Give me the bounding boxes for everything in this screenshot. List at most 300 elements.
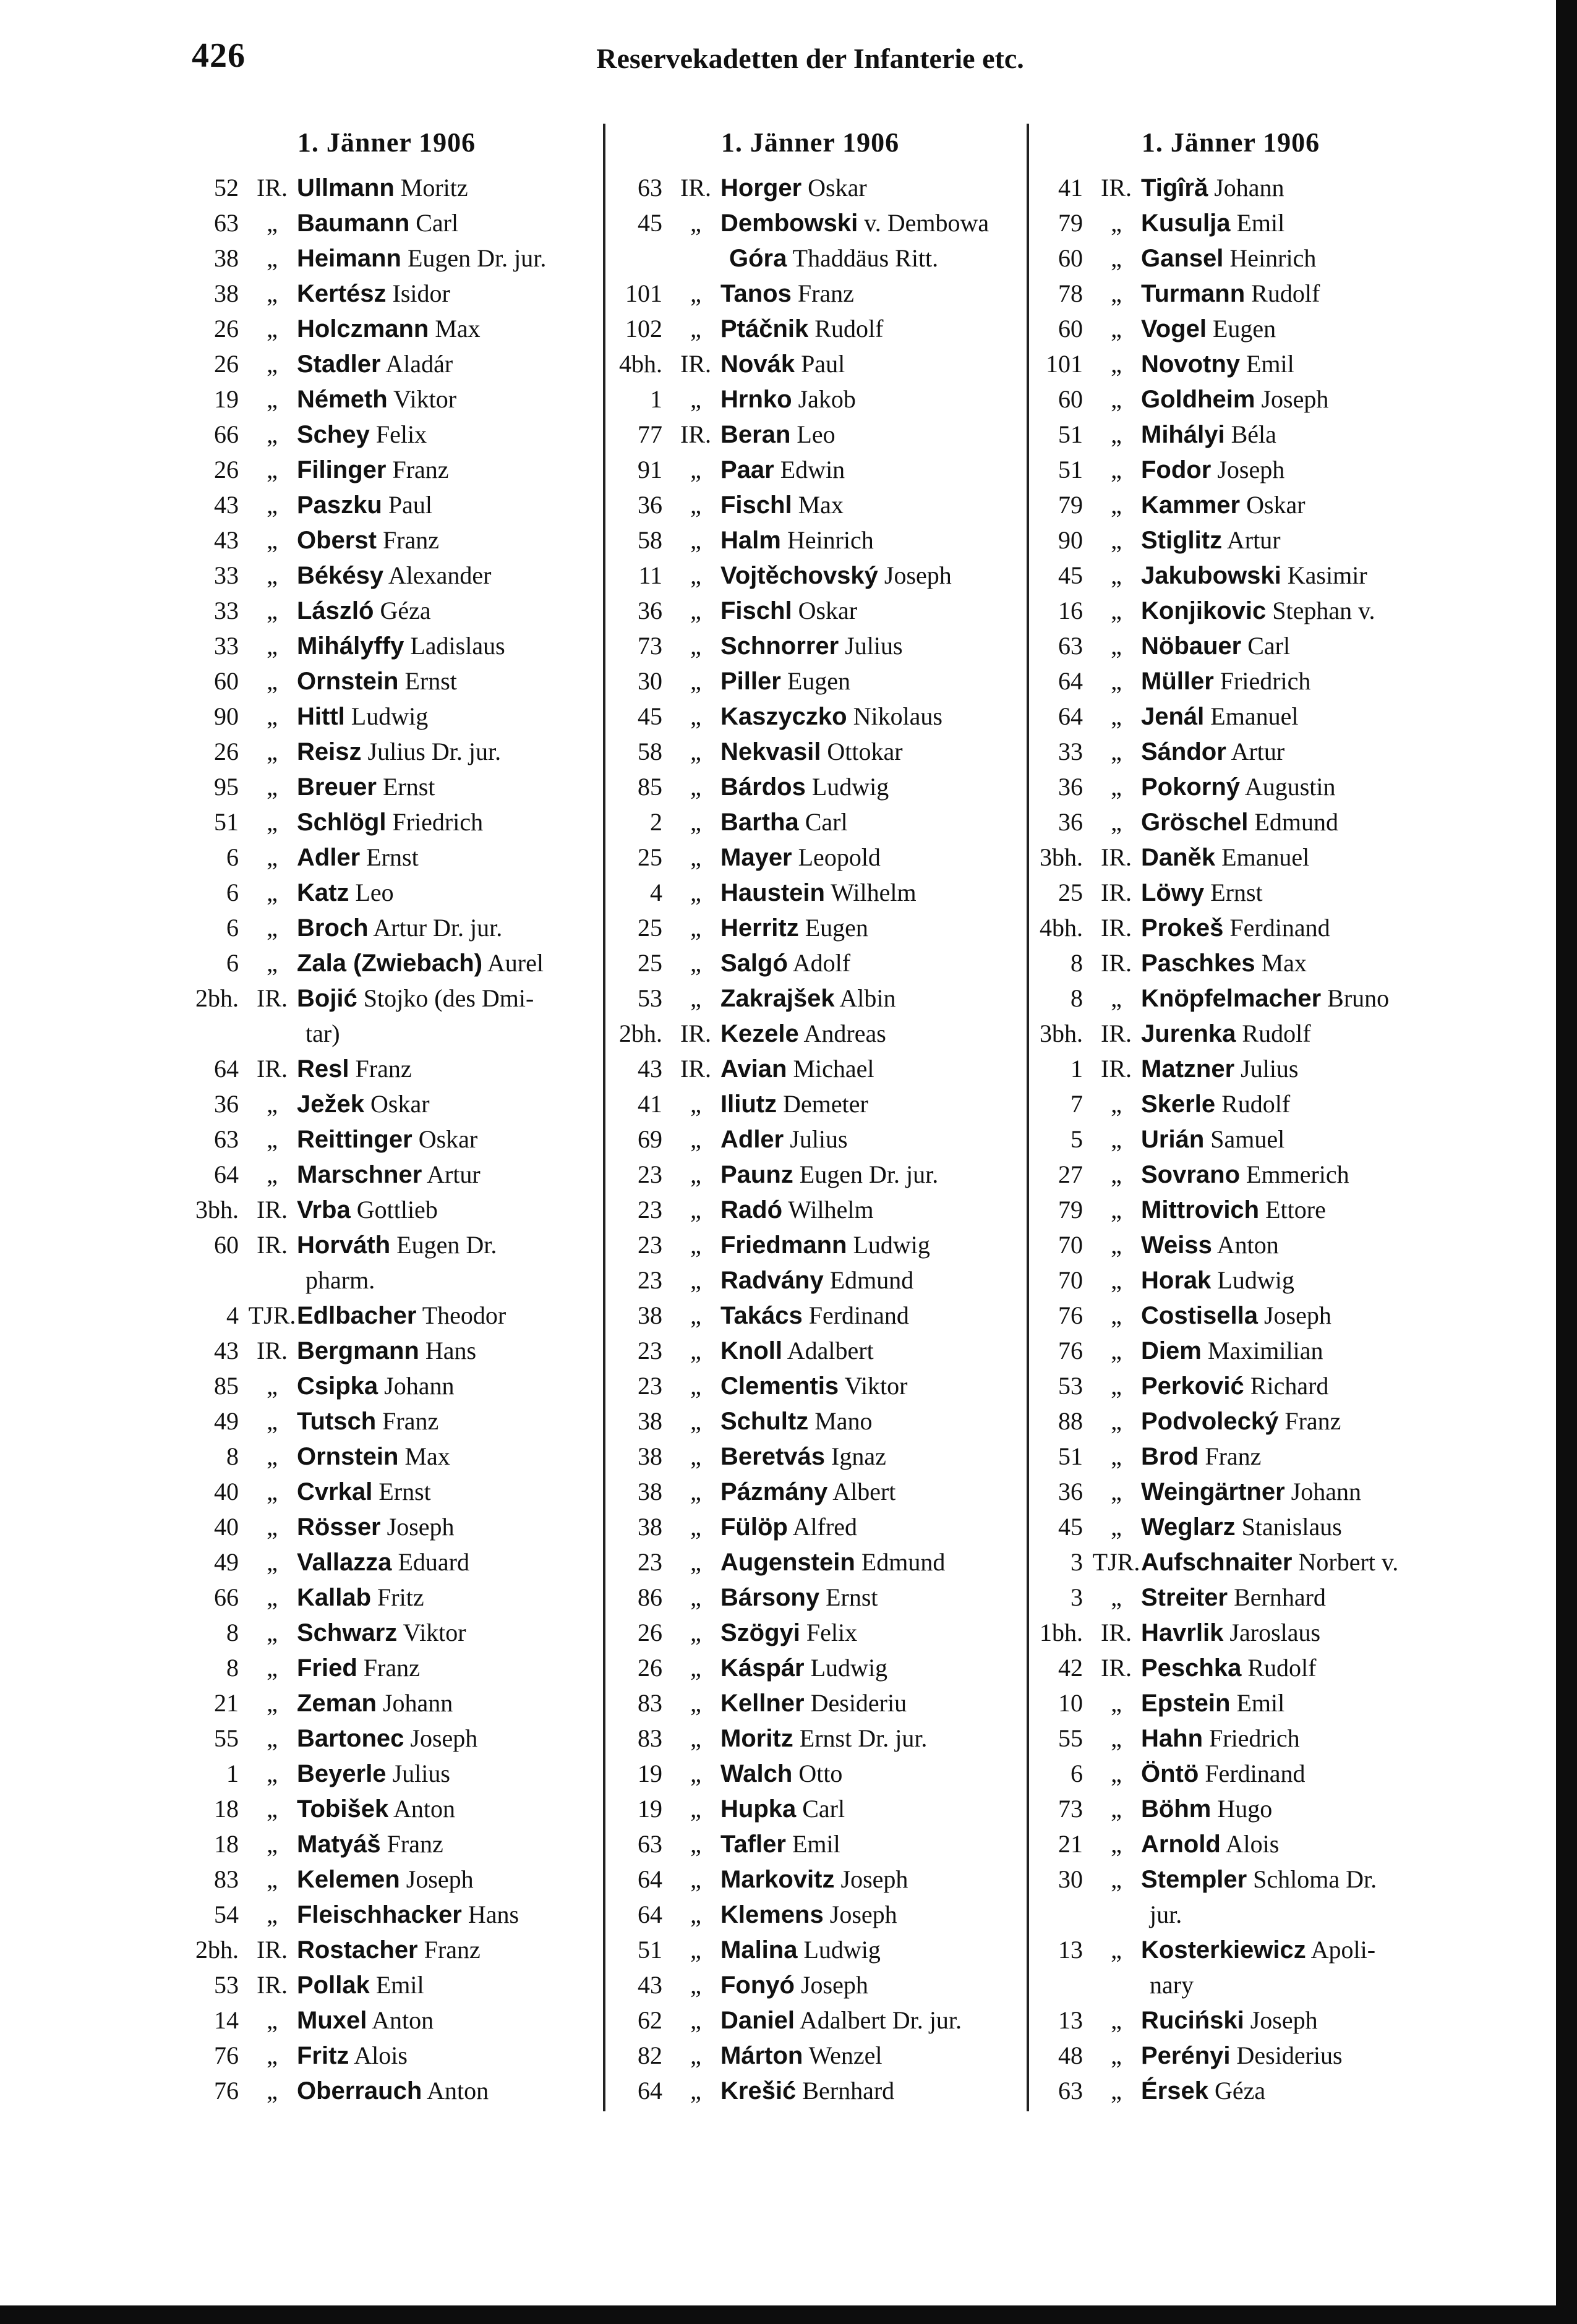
- surname: Horger: [720, 174, 802, 202]
- surname: Mayer: [720, 844, 792, 871]
- surname: Novotny: [1141, 351, 1240, 378]
- given-name: Emil: [792, 1830, 840, 1858]
- list-item-continuation: [609, 240, 1011, 276]
- given-name: Johann: [1214, 174, 1284, 202]
- regiment-type: „: [267, 1090, 278, 1118]
- given-name: Friedrich: [1209, 1724, 1300, 1752]
- list-item: [186, 311, 588, 346]
- person-name: [1141, 1826, 1432, 1862]
- person-name: [720, 381, 1011, 417]
- regiment-type: „: [1111, 1372, 1122, 1400]
- list-item: [186, 875, 588, 910]
- list-item: [609, 205, 1011, 240]
- regiment-type: IR.: [257, 174, 288, 202]
- given-name: Ernst Dr. jur.: [799, 1724, 928, 1752]
- given-name: Adolf: [792, 949, 851, 977]
- regiment-number: 64: [638, 2077, 662, 2105]
- list-item: [186, 240, 588, 276]
- given-name: Norbert v.: [1298, 1548, 1399, 1576]
- person-name: [297, 205, 588, 241]
- surname: Halm: [720, 527, 781, 554]
- regiment-number: 64: [1058, 667, 1083, 695]
- person-name: [1141, 381, 1432, 417]
- surname: Hrnko: [720, 386, 792, 413]
- list-item: [609, 1192, 1011, 1227]
- regiment-type: „: [1111, 2006, 1122, 2034]
- list-item: [609, 593, 1011, 628]
- given-name: Emil: [1236, 209, 1285, 237]
- regiment-number: 85: [638, 773, 662, 801]
- regiment-number: 85: [214, 1372, 239, 1400]
- given-name: Franz: [424, 1936, 481, 1964]
- regiment-number: 73: [638, 632, 662, 660]
- regiment-type: „: [1111, 561, 1122, 589]
- regiment-number: 66: [214, 420, 239, 448]
- list-item: [609, 628, 1011, 663]
- regiment-number: 102: [625, 315, 662, 343]
- person-name: [297, 1756, 588, 1792]
- given-name: Augustin: [1244, 773, 1336, 801]
- person-name: [720, 734, 1011, 770]
- list-item: [186, 769, 588, 804]
- given-name: Franz: [387, 1830, 443, 1858]
- list-item: [1030, 875, 1432, 910]
- list-item: [609, 769, 1011, 804]
- person-name: [720, 1580, 1011, 1615]
- surname: Paar: [720, 456, 774, 483]
- person-name: [297, 875, 588, 911]
- surname: Daniel: [720, 2007, 795, 2034]
- surname: Fodor: [1141, 456, 1212, 483]
- regiment-number: 52: [214, 174, 239, 202]
- regiment-number: 64: [214, 1055, 239, 1083]
- person-name: [720, 522, 1011, 558]
- regiment-type: „: [690, 949, 701, 977]
- person-name: [297, 840, 588, 875]
- regiment-type: „: [690, 2077, 701, 2105]
- person-name: [720, 2038, 1011, 2074]
- regiment-type: „: [267, 1654, 278, 1682]
- regiment-type: IR.: [1101, 879, 1132, 906]
- regiment-type: „: [1111, 667, 1122, 695]
- person-name: [1141, 1192, 1432, 1228]
- person-name: [297, 1298, 588, 1334]
- regiment-type: „: [267, 879, 278, 906]
- given-name: Friedrich: [392, 808, 484, 836]
- person-name: [297, 663, 588, 699]
- list-item: [609, 945, 1011, 981]
- regiment-number: 79: [1058, 209, 1083, 237]
- regiment-number: 1bh.: [1040, 1619, 1083, 1646]
- regiment-number: 25: [1058, 879, 1083, 906]
- given-name: Julius: [790, 1125, 848, 1153]
- surname: Augenstein: [720, 1549, 855, 1576]
- regiment-type: „: [690, 1548, 701, 1576]
- surname: Szögyi: [720, 1619, 800, 1646]
- regiment-type: „: [690, 491, 701, 519]
- surname: Katz: [297, 879, 349, 906]
- person-name: [1141, 1227, 1432, 1263]
- list-item: [186, 452, 588, 487]
- regiment-number: 2bh.: [619, 1019, 662, 1047]
- person-name: [1141, 1403, 1432, 1439]
- list-item: [609, 699, 1011, 734]
- given-name: Ludwig: [1217, 1266, 1294, 1294]
- given-name: Emil: [1236, 1689, 1285, 1717]
- regiment-type: „: [690, 843, 701, 871]
- given-name: Theodor: [422, 1301, 506, 1329]
- person-name: [1141, 1544, 1432, 1580]
- list-item: [609, 663, 1011, 699]
- entry-list: [609, 170, 1011, 2108]
- regiment-type: „: [690, 456, 701, 483]
- list-item: [186, 1615, 588, 1650]
- regiment-type: „: [1111, 1795, 1122, 1823]
- list-item: [186, 1967, 588, 2003]
- regiment-number: 36: [1058, 773, 1083, 801]
- regiment-number: 6: [226, 949, 239, 977]
- regiment-type: „: [690, 597, 701, 624]
- list-item: [186, 1685, 588, 1721]
- surname: Ornstein: [297, 668, 399, 695]
- list-item: [1030, 1403, 1432, 1439]
- regiment-number: 2bh.: [195, 1936, 239, 1964]
- regiment-number: 90: [214, 702, 239, 730]
- list-item: [1030, 1051, 1432, 1086]
- page-number: 426: [192, 36, 246, 75]
- regiment-type: „: [690, 2006, 701, 2034]
- surname: Novák: [720, 351, 795, 378]
- regiment-number: 63: [214, 209, 239, 237]
- surname: Walch: [720, 1760, 793, 1787]
- person-name: [720, 628, 1011, 664]
- given-name: Eugen Dr.: [396, 1231, 497, 1259]
- list-item: [1030, 628, 1432, 663]
- person-name: [297, 1650, 588, 1686]
- regiment-type: „: [267, 667, 278, 695]
- surname: Weglarz: [1141, 1513, 1236, 1541]
- given-name: Jaroslaus: [1229, 1619, 1321, 1646]
- person-name: [720, 1192, 1011, 1228]
- regiment-number: 45: [638, 209, 662, 237]
- person-name: [720, 487, 1011, 523]
- regiment-type: „: [1111, 2077, 1122, 2105]
- regiment-type: „: [1111, 808, 1122, 836]
- surname: Schnorrer: [720, 632, 839, 660]
- person-name: [1141, 1650, 1432, 1686]
- surname: Hupka: [720, 1795, 797, 1823]
- list-item: [609, 1862, 1011, 1897]
- regiment-number: 41: [638, 1090, 662, 1118]
- regiment-number: 55: [214, 1724, 239, 1752]
- surname: Goldheim: [1141, 386, 1255, 413]
- person-name: [720, 1333, 1011, 1369]
- regiment-number: 60: [1058, 315, 1083, 343]
- surname: Havrlik: [1141, 1619, 1224, 1646]
- column-1: [186, 127, 588, 2108]
- regiment-number: 38: [214, 279, 239, 307]
- surname: Horváth: [297, 1232, 391, 1259]
- person-name: [1141, 945, 1432, 981]
- given-name: Géza: [380, 597, 431, 624]
- person-name: [720, 1756, 1011, 1792]
- surname: Beyerle: [297, 1760, 387, 1787]
- list-item: [186, 487, 588, 522]
- person-name: [720, 1791, 1011, 1827]
- surname: Tigîră: [1141, 174, 1208, 202]
- surname: Radvány: [720, 1267, 824, 1294]
- list-item: [1030, 1756, 1432, 1791]
- surname: Sovrano: [1141, 1161, 1241, 1188]
- regiment-type: „: [267, 1548, 278, 1576]
- given-name: Max: [1261, 949, 1307, 977]
- surname: Friedmann: [720, 1232, 847, 1259]
- regiment-number: 3bh.: [1040, 843, 1083, 871]
- list-item: [186, 276, 588, 311]
- person-name: [297, 734, 588, 770]
- surname: Heimann: [297, 245, 401, 272]
- given-name: Adalbert: [787, 1337, 874, 1364]
- given-name-continued: nary: [1150, 1971, 1194, 1999]
- list-item: [186, 558, 588, 593]
- list-item: [186, 910, 588, 945]
- regiment-number: 4bh.: [1040, 914, 1083, 942]
- regiment-number: 23: [638, 1548, 662, 1576]
- surname: Kosterkiewicz: [1141, 1936, 1306, 1964]
- person-name: [1141, 417, 1432, 453]
- person-name: [1141, 1615, 1432, 1651]
- person-name: [297, 346, 588, 382]
- list-item-continuation: [186, 1016, 588, 1051]
- regiment-number: 40: [214, 1478, 239, 1505]
- regiment-number: 69: [638, 1125, 662, 1153]
- surname: Streiter: [1141, 1584, 1228, 1611]
- given-name: Franz: [392, 456, 449, 483]
- list-item: [1030, 1685, 1432, 1721]
- surname: Bartonec: [297, 1725, 404, 1752]
- person-name: [720, 804, 1011, 840]
- surname: Tafler: [720, 1831, 786, 1858]
- person-name: [720, 1509, 1011, 1545]
- regiment-type: „: [1111, 1478, 1122, 1505]
- regiment-type: „: [1111, 1724, 1122, 1752]
- given-name: Ferdinand: [1229, 914, 1330, 942]
- list-item: [609, 1756, 1011, 1791]
- given-name: Heinrich: [1229, 244, 1317, 272]
- person-name: [297, 1403, 588, 1439]
- regiment-number: 23: [638, 1160, 662, 1188]
- regiment-number: 91: [638, 456, 662, 483]
- person-name: [297, 769, 588, 805]
- surname: Breuer: [297, 773, 377, 801]
- person-name: [720, 1122, 1011, 1157]
- surname: Knoll: [720, 1337, 782, 1364]
- regiment-type: „: [267, 1407, 278, 1435]
- regiment-type: „: [1111, 420, 1122, 448]
- regiment-type: „: [267, 1619, 278, 1646]
- surname: Bartha: [720, 809, 799, 836]
- given-name: v. Dembowa: [864, 209, 989, 237]
- regiment-type: „: [267, 1372, 278, 1400]
- person-name: [297, 628, 588, 664]
- surname: Daněk: [1141, 844, 1216, 871]
- surname-continued: Góra: [729, 245, 787, 272]
- person-name: [297, 910, 588, 946]
- surname: Pollak: [297, 1972, 370, 1999]
- regiment-type: „: [1111, 1160, 1122, 1188]
- surname: Holczmann: [297, 315, 429, 343]
- regiment-type: „: [690, 984, 701, 1012]
- list-item: [186, 1932, 588, 1967]
- given-name: Artur: [427, 1160, 481, 1188]
- regiment-type: „: [267, 456, 278, 483]
- surname: Filinger: [297, 456, 387, 483]
- person-name: [297, 487, 588, 523]
- regiment-number: 2: [650, 808, 662, 836]
- list-item: [186, 1474, 588, 1509]
- person-name: [1141, 1685, 1432, 1721]
- person-name: [1141, 628, 1432, 664]
- given-name: Franz: [363, 1654, 420, 1682]
- person-name: [297, 1897, 588, 1933]
- person-name: [297, 593, 588, 629]
- person-name: [1141, 276, 1432, 312]
- person-name: [1141, 346, 1432, 382]
- person-name: [1141, 1016, 1432, 1052]
- regiment-number: 6: [1071, 1760, 1083, 1787]
- given-name: Edmund: [829, 1266, 914, 1294]
- surname: Fritz: [297, 2042, 349, 2069]
- person-name: [1141, 1756, 1432, 1792]
- given-name: Adalbert Dr. jur.: [799, 2006, 962, 2034]
- regiment-type: „: [1111, 526, 1122, 554]
- list-item: [609, 417, 1011, 452]
- regiment-number: 27: [1058, 1160, 1083, 1188]
- given-name: Oskar: [370, 1090, 430, 1118]
- regiment-type: „: [267, 1160, 278, 1188]
- regiment-type: „: [267, 2077, 278, 2105]
- given-name: Albert: [832, 1478, 896, 1505]
- person-name: [297, 1826, 588, 1862]
- regiment-type: TJR.: [1092, 1548, 1140, 1576]
- surname: Hahn: [1141, 1725, 1203, 1752]
- surname: Urián: [1141, 1126, 1205, 1153]
- regiment-type: „: [267, 1900, 278, 1928]
- regiment-type: „: [690, 773, 701, 801]
- regiment-number: 58: [638, 738, 662, 765]
- person-name: [297, 1932, 588, 1968]
- regiment-type: „: [267, 2041, 278, 2069]
- list-item: [186, 1227, 588, 1262]
- regiment-number: 33: [1058, 738, 1083, 765]
- regiment-number: 43: [214, 1337, 239, 1364]
- given-name: Paul: [801, 350, 845, 378]
- regiment-type: IR.: [257, 1936, 288, 1964]
- given-name: Wilhelm: [831, 879, 917, 906]
- person-name: [297, 981, 588, 1016]
- given-name: Gottlieb: [356, 1196, 438, 1224]
- surname: Prokeš: [1141, 914, 1224, 942]
- list-item: [1030, 1721, 1432, 1756]
- regiment-type: IR.: [680, 174, 711, 202]
- regiment-type: „: [690, 1865, 701, 1893]
- regiment-number: 19: [214, 385, 239, 413]
- regiment-type: „: [690, 526, 701, 554]
- person-name: [720, 346, 1011, 382]
- surname: Kusulja: [1141, 210, 1231, 237]
- surname: Kaszyczko: [720, 703, 847, 730]
- regiment-number: 1: [650, 385, 662, 413]
- regiment-type: „: [1111, 1407, 1122, 1435]
- regiment-type: „: [267, 561, 278, 589]
- list-item: [1030, 417, 1432, 452]
- regiment-type: IR.: [1101, 949, 1132, 977]
- regiment-type: „: [1111, 209, 1122, 237]
- regiment-type: „: [690, 385, 701, 413]
- surname: Fischl: [720, 597, 792, 624]
- person-name: [297, 1615, 588, 1651]
- surname: Fried: [297, 1654, 357, 1682]
- given-name: Ernst: [826, 1583, 878, 1611]
- list-item: [609, 170, 1011, 205]
- given-name: Bruno: [1327, 984, 1390, 1012]
- given-name: Eugen: [1212, 315, 1276, 343]
- person-name: [720, 311, 1011, 347]
- person-name: [297, 170, 588, 206]
- given-name: Franz: [382, 1407, 439, 1435]
- list-item: [1030, 1333, 1432, 1368]
- list-item: [1030, 346, 1432, 381]
- regiment-type: „: [1111, 350, 1122, 378]
- surname: Csipka: [297, 1373, 378, 1400]
- list-item: [1030, 1509, 1432, 1544]
- regiment-number: 60: [214, 667, 239, 695]
- regiment-number: 76: [214, 2077, 239, 2105]
- regiment-type: „: [690, 561, 701, 589]
- regiment-number: 26: [214, 315, 239, 343]
- surname: Baumann: [297, 210, 410, 237]
- person-name: [1141, 593, 1432, 629]
- surname: Broch: [297, 914, 369, 942]
- given-name: Eugen: [805, 914, 868, 942]
- person-name: [297, 1192, 588, 1228]
- list-item: [609, 2073, 1011, 2108]
- person-name: [297, 1791, 588, 1827]
- person-name: [297, 1051, 588, 1087]
- surname: Bársony: [720, 1584, 820, 1611]
- regiment-type: „: [267, 843, 278, 871]
- surname: Káspár: [720, 1654, 805, 1682]
- surname: Ruciński: [1141, 2007, 1244, 2034]
- given-name: Wenzel: [808, 2041, 883, 2069]
- given-name: Ludwig: [351, 702, 429, 730]
- surname: Kertész: [297, 280, 387, 307]
- given-name: Isidor: [392, 279, 450, 307]
- surname: Beran: [720, 421, 791, 448]
- list-item: [186, 1086, 588, 1122]
- regiment-type: „: [690, 209, 701, 237]
- regiment-type: „: [690, 1372, 701, 1400]
- list-item: [609, 1051, 1011, 1086]
- given-name: Emil: [375, 1971, 424, 1999]
- column-heading: 1. Jänner 1906: [1141, 127, 1320, 158]
- given-name: Ernst: [404, 667, 457, 695]
- regiment-number: 60: [214, 1231, 239, 1259]
- regiment-number: 38: [638, 1478, 662, 1505]
- person-name: [720, 452, 1011, 488]
- list-item: [186, 1580, 588, 1615]
- person-name: [1141, 1262, 1432, 1298]
